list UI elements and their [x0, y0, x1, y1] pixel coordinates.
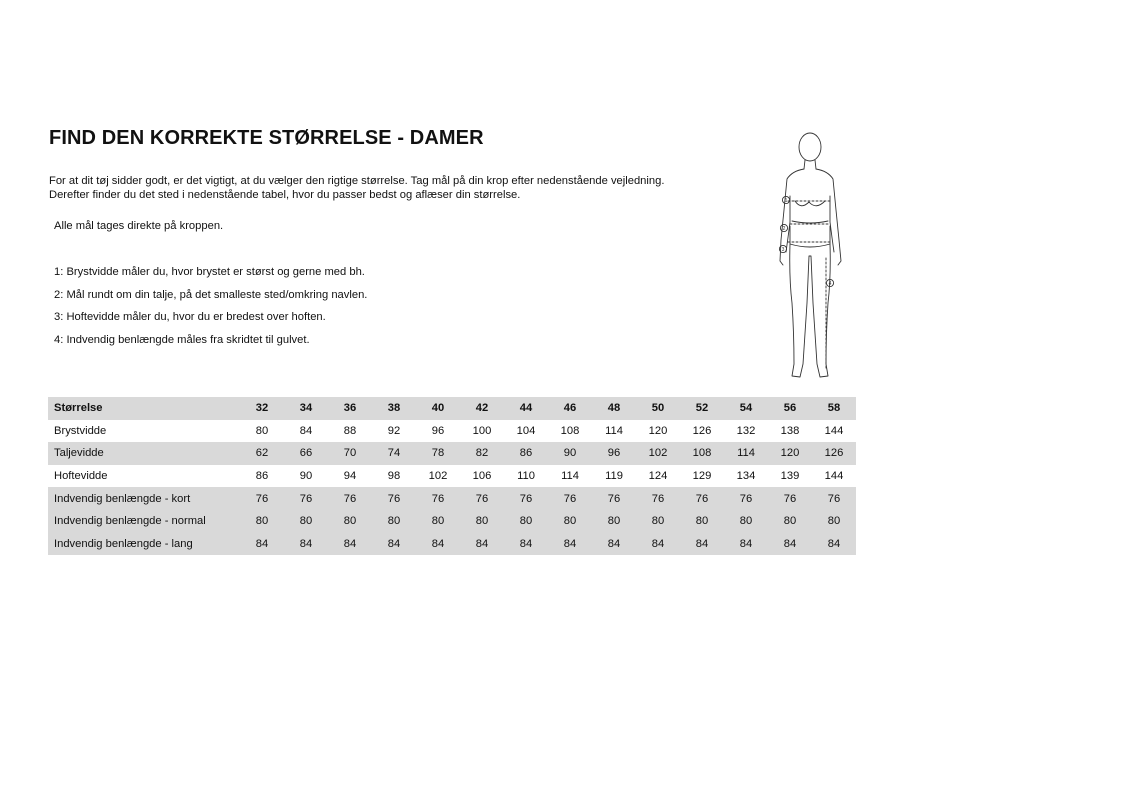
- table-cell: 120: [768, 442, 812, 465]
- table-cell: 74: [372, 442, 416, 465]
- table-cell: 110: [517, 470, 535, 483]
- table-row: [48, 510, 856, 533]
- table-cell: 96: [592, 442, 636, 465]
- table-row: [48, 465, 856, 488]
- intro-line-2: Derefter finder du det sted i nedenstående tabel, hvor du passer bedst og aflæser din størrelse.: [49, 188, 521, 201]
- table-cell: 76: [372, 487, 416, 510]
- table-cell: 80: [255, 424, 269, 437]
- table-cell: 96: [431, 424, 445, 437]
- header-size: 56: [768, 397, 812, 420]
- table-cell: 80: [812, 510, 856, 533]
- table-header-row: [48, 397, 856, 420]
- table-cell: 134: [736, 470, 756, 483]
- table-cell: 86: [504, 442, 548, 465]
- header-size: 50: [636, 397, 680, 420]
- table-cell: 84: [372, 533, 416, 556]
- header-size: 42: [460, 397, 504, 420]
- header-size: 40: [416, 397, 460, 420]
- table-cell: 76: [504, 487, 548, 510]
- table-cell: 100: [472, 424, 492, 437]
- table-cell: 80: [504, 510, 548, 533]
- header-size: 46: [548, 397, 592, 420]
- table-cell: 102: [636, 442, 680, 465]
- table-cell: 82: [460, 442, 504, 465]
- table-cell: 80: [240, 510, 284, 533]
- row-label: Taljevidde: [48, 442, 240, 465]
- table-cell: 86: [255, 470, 269, 483]
- table-cell: 139: [780, 470, 800, 483]
- table-cell: 80: [328, 510, 372, 533]
- table-cell: 80: [284, 510, 328, 533]
- table-cell: 80: [768, 510, 812, 533]
- header-size: 54: [724, 397, 768, 420]
- table-row: [48, 487, 856, 510]
- marker-4: 4: [828, 281, 832, 287]
- page-title: FIND DEN KORREKTE STØRRELSE - DAMER: [49, 127, 484, 149]
- table-cell: 84: [416, 533, 460, 556]
- table-cell: 76: [680, 487, 724, 510]
- body-measurement-figure: [770, 128, 850, 384]
- row-label: Indvendig benlængde - lang: [48, 533, 240, 556]
- header-size: 52: [680, 397, 724, 420]
- table-cell: 120: [648, 424, 668, 437]
- step-waist: 2: Mål rundt om din talje, på det smalleste sted/omkring navlen.: [54, 288, 368, 301]
- table-cell: 76: [548, 487, 592, 510]
- table-cell: 106: [472, 470, 492, 483]
- table-cell: 108: [560, 424, 580, 437]
- table-cell: 80: [548, 510, 592, 533]
- table-cell: 70: [328, 442, 372, 465]
- table-row: [48, 533, 856, 556]
- header-size: 32: [240, 397, 284, 420]
- step-hip: 3: Hoftevidde måler du, hvor du er bredest over hoften.: [54, 311, 326, 324]
- table-cell: 80: [592, 510, 636, 533]
- table-cell: 76: [284, 487, 328, 510]
- header-size: 36: [328, 397, 372, 420]
- table-cell: 92: [387, 424, 401, 437]
- table-cell: 129: [692, 470, 712, 483]
- table-cell: 132: [736, 424, 756, 437]
- table-cell: 84: [328, 533, 372, 556]
- table-cell: 76: [328, 487, 372, 510]
- size-table: [48, 397, 856, 555]
- table-cell: 90: [299, 470, 313, 483]
- table-cell: 76: [724, 487, 768, 510]
- table-cell: 76: [592, 487, 636, 510]
- header-label: Størrelse: [48, 397, 240, 420]
- row-label: Brystvidde: [54, 424, 107, 437]
- table-cell: 80: [724, 510, 768, 533]
- table-cell: 78: [416, 442, 460, 465]
- table-cell: 66: [284, 442, 328, 465]
- table-cell: 84: [768, 533, 812, 556]
- table-cell: 144: [824, 470, 844, 483]
- marker-2: 2: [782, 226, 786, 232]
- measure-steps: [54, 266, 367, 357]
- table-cell: 84: [592, 533, 636, 556]
- table-cell: 84: [504, 533, 548, 556]
- table-cell: 76: [812, 487, 856, 510]
- header-size: 44: [504, 397, 548, 420]
- table-cell: 80: [460, 510, 504, 533]
- table-row: [48, 442, 856, 465]
- table-cell: 90: [548, 442, 592, 465]
- table-cell: 84: [812, 533, 856, 556]
- row-label: Hoftevidde: [54, 470, 108, 483]
- table-cell: 84: [460, 533, 504, 556]
- header-size: 34: [284, 397, 328, 420]
- step-inseam: 4: Indvendig benlængde måles fra skridtet til gulvet.: [54, 334, 310, 347]
- table-cell: 80: [636, 510, 680, 533]
- table-cell: 108: [680, 442, 724, 465]
- table-cell: 104: [516, 424, 536, 437]
- header-size: 48: [592, 397, 636, 420]
- table-cell: 84: [724, 533, 768, 556]
- table-cell: 76: [768, 487, 812, 510]
- header-size: 38: [372, 397, 416, 420]
- intro-line-1: For at dit tøj sidder godt, er det vigtigt, at du vælger den rigtige størrelse. Tag mål på din krop efter nedenstående vejledning.: [49, 175, 665, 187]
- marker-3: 3: [781, 247, 785, 253]
- table-cell: 84: [548, 533, 592, 556]
- table-cell: 80: [372, 510, 416, 533]
- table-cell: 84: [299, 424, 313, 437]
- row-label: Indvendig benlængde - normal: [48, 510, 240, 533]
- table-cell: 144: [824, 424, 844, 437]
- table-cell: 88: [343, 424, 357, 437]
- table-cell: 62: [240, 442, 284, 465]
- table-cell: 124: [648, 470, 668, 483]
- table-cell: 126: [812, 442, 856, 465]
- table-cell: 114: [561, 470, 579, 483]
- table-cell: 98: [387, 470, 401, 483]
- table-cell: 84: [680, 533, 724, 556]
- table-cell: 94: [343, 470, 357, 483]
- table-cell: 114: [605, 424, 623, 437]
- table-cell: 80: [680, 510, 724, 533]
- table-cell: 76: [416, 487, 460, 510]
- table-cell: 84: [284, 533, 328, 556]
- table-cell: 84: [636, 533, 680, 556]
- table-cell: 76: [636, 487, 680, 510]
- table-cell: 84: [240, 533, 284, 556]
- measure-note: Alle mål tages direkte på kroppen.: [54, 220, 224, 232]
- row-label: Indvendig benlængde - kort: [48, 487, 240, 510]
- table-cell: 76: [240, 487, 284, 510]
- table-cell: 80: [416, 510, 460, 533]
- table-cell: 114: [724, 442, 768, 465]
- step-bust: 1: Brystvidde måler du, hvor brystet er størst og gerne med bh.: [54, 266, 365, 278]
- header-size: 58: [812, 397, 856, 420]
- table-cell: 119: [605, 470, 623, 483]
- table-cell: 138: [780, 424, 800, 437]
- table-cell: 76: [460, 487, 504, 510]
- table-cell: 102: [428, 470, 448, 483]
- marker-1: 1: [784, 198, 788, 204]
- table-cell: 126: [692, 424, 712, 437]
- table-row: [48, 420, 856, 443]
- intro-text: [49, 175, 664, 202]
